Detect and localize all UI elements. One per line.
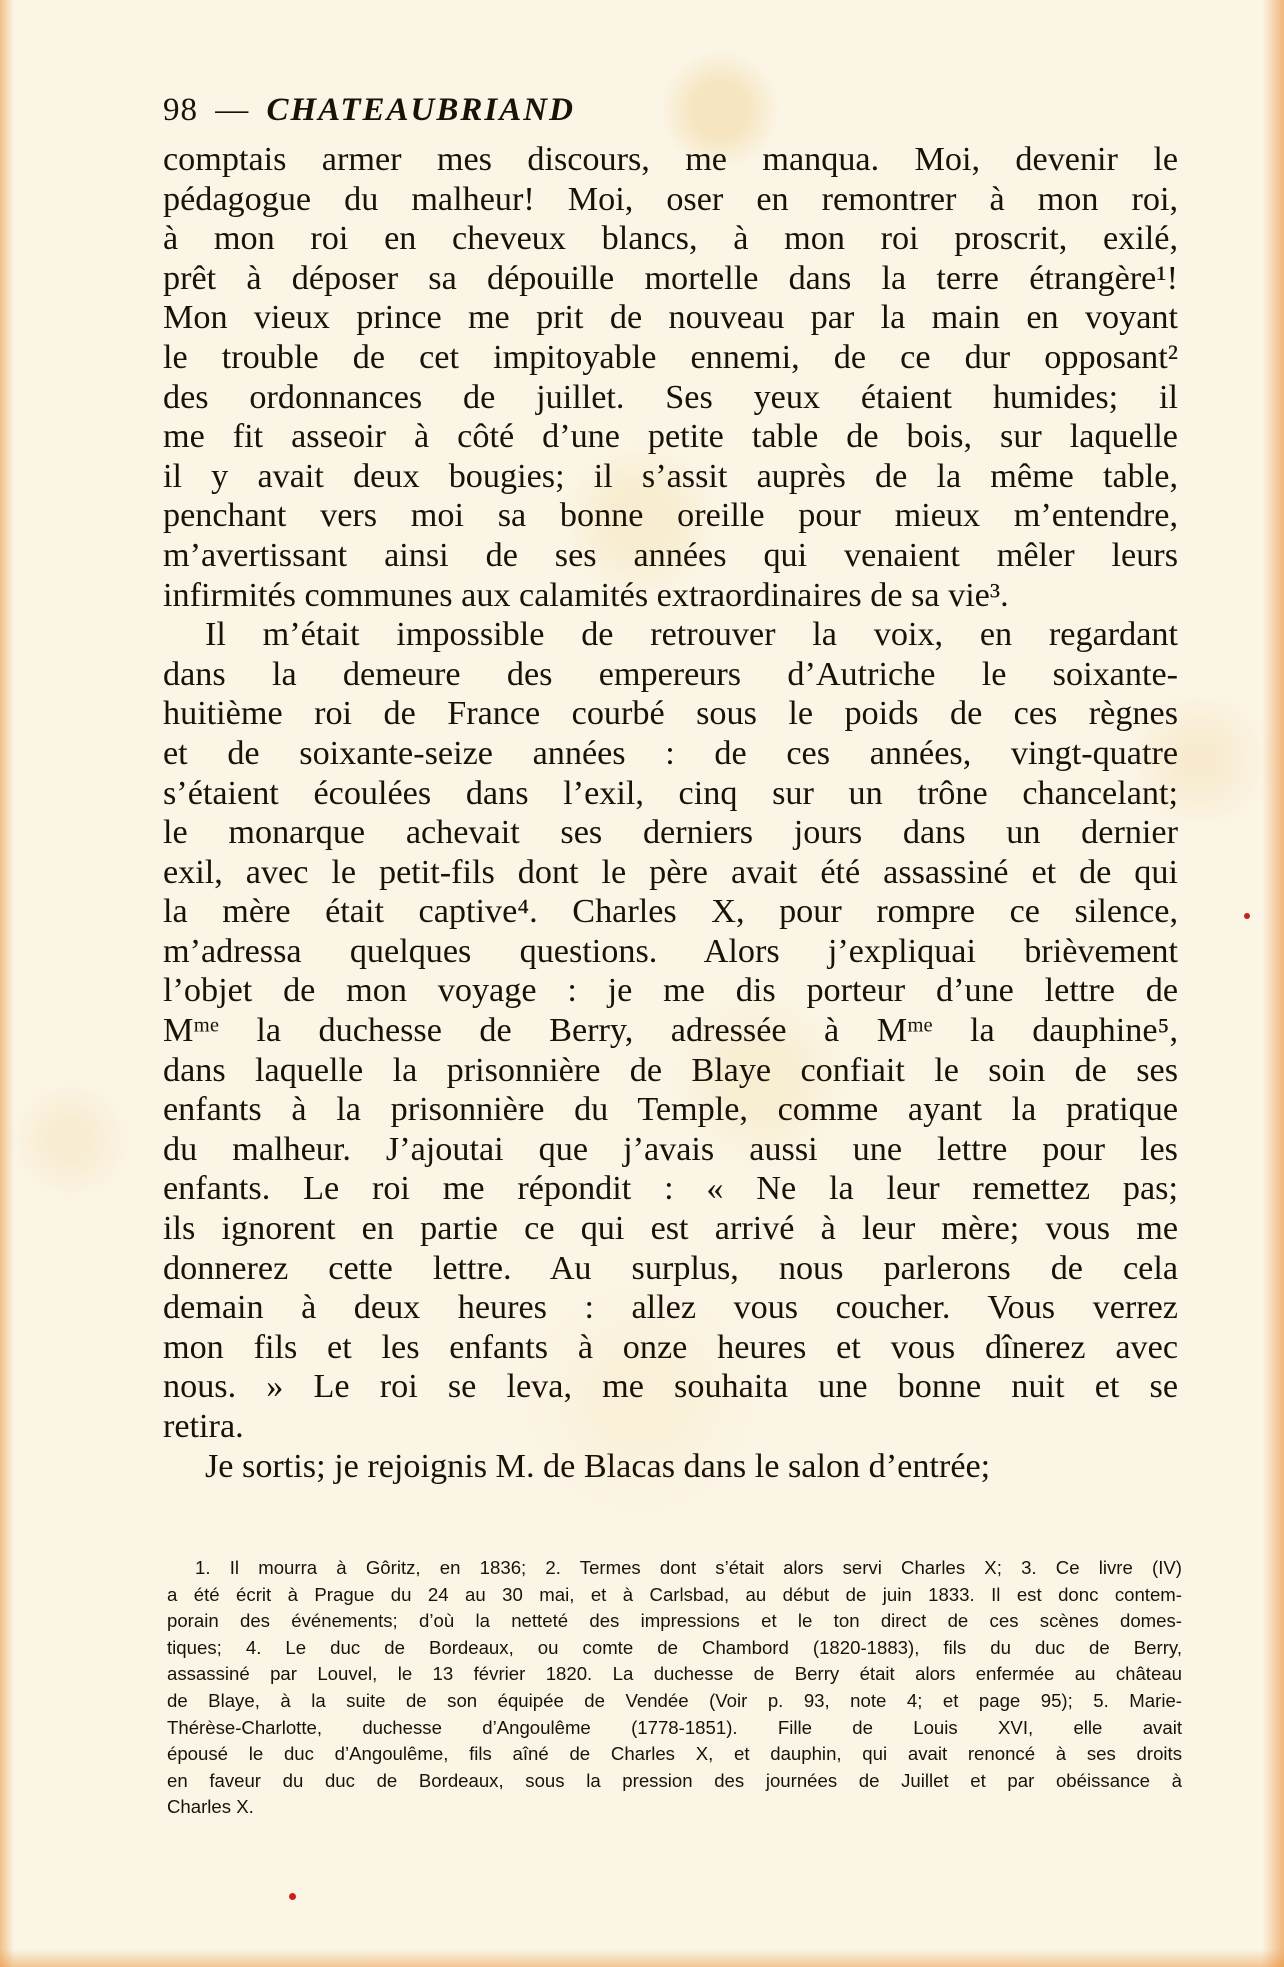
body-line: enfants à la prisonnière du Temple, comme ayant la pratique bbox=[163, 1091, 1178, 1129]
body-line: le trouble de cet impitoyable ennemi, de ce dur opposant² bbox=[163, 338, 1178, 376]
body-line: me fit asseoir à côté d’une petite table de bois, sur laquelle bbox=[163, 418, 1178, 456]
body-line: prêt à déposer sa dépouille mortelle dans la terre étrangère¹! bbox=[163, 259, 1178, 297]
body-text bbox=[163, 140, 1178, 1486]
footnote-line: Charles X. bbox=[167, 1796, 254, 1818]
footnote-line: a été écrit à Prague du 24 au 30 mai, et à Carlsbad, au début de juin 1833. Il est donc contem- bbox=[167, 1583, 1182, 1605]
body-line: dans la demeure des empereurs d’Autriche le soixante- bbox=[163, 655, 1178, 693]
body-line: Il m’était impossible de retrouver la voix, en regardant bbox=[205, 616, 1178, 654]
body-line: dans laquelle la prisonnière de Blaye confiait le soin de ses bbox=[163, 1051, 1178, 1089]
body-line: le monarque achevait ses derniers jours dans un dernier bbox=[163, 814, 1178, 852]
footnote-line: tiques; 4. Le duc de Bordeaux, ou comte de Chambord (1820-1883), fils du duc de Berry, bbox=[167, 1636, 1182, 1658]
body-line: Mon vieux prince me prit de nouveau par la main en voyant bbox=[163, 299, 1178, 337]
body-line: donnerez cette lettre. Au surplus, nous parlerons de cela bbox=[163, 1249, 1178, 1287]
body-line: mon fils et les enfants à onze heures et vous dînerez avec bbox=[163, 1328, 1178, 1366]
paper-edge-bottom bbox=[0, 1949, 1284, 1967]
body-line: ils ignorent en partie ce qui est arrivé à leur mère; vous me bbox=[163, 1210, 1178, 1248]
body-line: l’objet de mon voyage : je me dis porteur d’une lettre de bbox=[163, 972, 1178, 1010]
body-line: penchant vers moi sa bonne oreille pour mieux m’entendre, bbox=[163, 497, 1178, 535]
body-line: la mère était captive⁴. Charles X, pour rompre ce silence, bbox=[163, 893, 1178, 931]
paper-edge-left bbox=[0, 0, 14, 1967]
footnote-line: épousé le duc d’Angoulême, fils aîné de Charles X, et dauphin, qui avait renoncé à ses droits bbox=[167, 1743, 1182, 1765]
header-title: CHATEAUBRIAND bbox=[266, 92, 575, 128]
ink-speck bbox=[289, 1893, 296, 1900]
body-line: m’avertissant ainsi de ses années qui venaient mêler leurs bbox=[163, 536, 1178, 574]
body-line: du malheur. J’ajoutai que j’avais aussi une lettre pour les bbox=[163, 1130, 1178, 1168]
footnote-line: Thérèse-Charlotte, duchesse d’Angoulême (1778-1851). Fille de Louis XVI, elle avait bbox=[167, 1716, 1182, 1738]
body-line: il y avait deux bougies; il s’assit auprès de la même table, bbox=[163, 457, 1178, 495]
body-line: Je sortis; je rejoignis M. de Blacas dans le salon d’entrée; bbox=[205, 1447, 991, 1485]
footnote-line: assassiné par Louvel, le 13 février 1820. La duchesse de Berry était alors enfermée au château bbox=[167, 1663, 1182, 1685]
footnote-line: porain des événements; d’où la netteté des impressions et le ton direct de ces scènes domes- bbox=[167, 1610, 1182, 1632]
body-line: huitième roi de France courbé sous le poids de ces règnes bbox=[163, 695, 1178, 733]
paper-edge-right bbox=[1262, 0, 1284, 1967]
body-line: comptais armer mes discours, me manqua. Moi, devenir le bbox=[163, 141, 1178, 178]
footnote-line: 1. Il mourra à Gôritz, en 1836; 2. Termes dont s’était alors servi Charles X; 3. Ce livre (IV) bbox=[195, 1557, 1182, 1578]
body-line: m’adressa quelques questions. Alors j’expliquai brièvement bbox=[163, 932, 1178, 970]
body-line: pédagogue du malheur! Moi, oser en remontrer à mon roi, bbox=[163, 180, 1178, 218]
body-line: demain à deux heures : allez vous coucher. Vous verrez bbox=[163, 1289, 1178, 1327]
header-separator: — bbox=[215, 92, 250, 128]
body-line: enfants. Le roi me répondit : « Ne la leur remettez pas; bbox=[163, 1170, 1178, 1208]
page-number: 98 bbox=[163, 92, 198, 128]
footnote-line: en faveur du duc de Bordeaux, sous la pression des journées de Juillet et par obéissance à bbox=[167, 1769, 1182, 1791]
body-line: infirmités communes aux calamités extraordinaires de sa vie³. bbox=[163, 576, 1009, 614]
body-line: à mon roi en cheveux blancs, à mon roi proscrit, exilé, bbox=[163, 220, 1178, 258]
body-line: et de soixante-seize années : de ces années, vingt-quatre bbox=[163, 734, 1178, 772]
footnote-line: de Blaye, à la suite de son équipée de Vendée (Voir p. 93, note 4; et page 95); 5. Marie- bbox=[167, 1689, 1182, 1711]
ink-speck bbox=[1244, 913, 1250, 919]
footnotes bbox=[167, 1555, 1182, 1821]
running-header bbox=[163, 92, 575, 129]
body-line: nous. » Le roi se leva, me souhaita une bonne nuit et se bbox=[163, 1368, 1178, 1406]
body-line: s’étaient écoulées dans l’exil, cinq sur un trône chancelant; bbox=[163, 774, 1178, 812]
body-line: des ordonnances de juillet. Ses yeux étaient humides; il bbox=[163, 378, 1178, 416]
body-line: Mᵐᵉ la duchesse de Berry, adressée à Mᵐᵉ la dauphine⁵, bbox=[163, 1012, 1178, 1050]
body-line: retira. bbox=[163, 1408, 244, 1445]
body-line: exil, avec le petit-fils dont le père avait été assassiné et de qui bbox=[163, 853, 1178, 891]
